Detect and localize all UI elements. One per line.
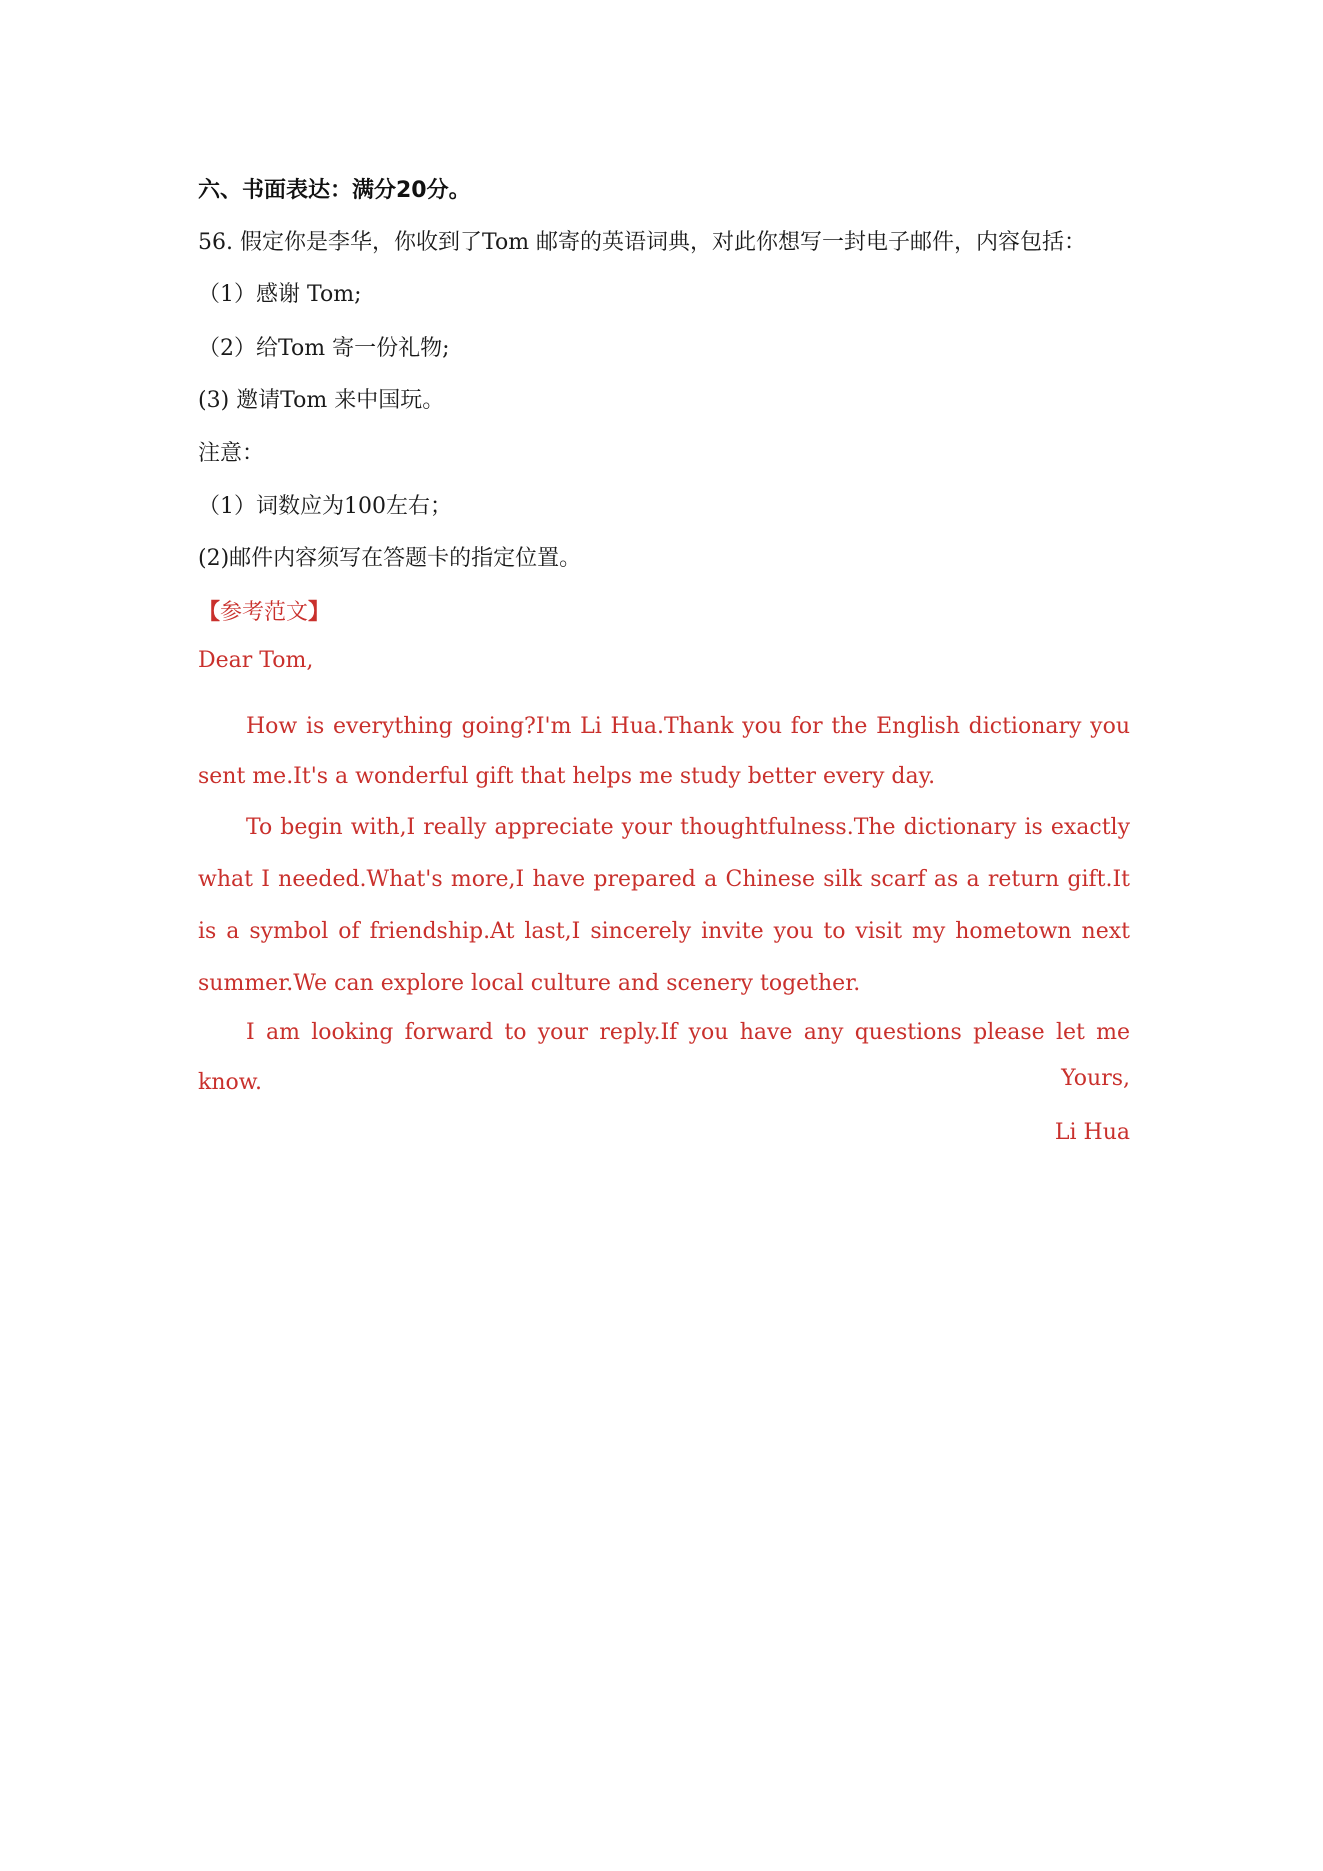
letter-paragraph-1-text: How is everything going?I'm Li Hua.Thank you for the English dictionary you sent me.It's a wonderful gift that helps me study better every day. [198,714,1130,789]
letter-closing: Yours, [1061,1066,1130,1091]
letter-paragraph-3 [198,1008,1130,1108]
letter-salutation: Dear Tom, [198,648,314,673]
letter-paragraph-2 [198,802,1130,1010]
note-item-1: （1）词数应为100左右； [198,494,452,519]
letter-paragraph-2-text: To begin with,I really appreciate your thoughtfulness.The dictionary is exactly what I needed.What's more,I have prepared a Chinese silk scarf as a return gift.It is a symbol of friendship.At last,I sincerely invite you to visit my hometown next summer.We can explore local culture and scenery together. [198,815,1130,996]
reference-label-text: 参考范文 [220,600,309,625]
requirement-item-1: （1）感谢 Tom; [198,282,362,307]
reference-label-open: 【 [198,599,221,625]
reference-label [198,597,330,628]
question-prompt: 56. 假定你是李华，你收到了Tom 邮寄的英语词典，对此你想写一封电子邮件，内容包括： [198,230,1087,255]
requirement-item-2: （2）给Tom 寄一份礼物; [198,336,450,361]
note-item-2: (2)邮件内容须写在答题卡的指定位置。 [198,546,582,571]
section-title: 六、书面表达：满分20分。 [198,178,471,203]
reference-label-close: 】 [308,599,331,625]
notes-label: 注意： [198,441,265,466]
letter-signature: Li Hua [1054,1120,1130,1145]
letter-paragraph-3-text: I am looking forward to your reply.If you have any questions please let me know. [198,1020,1130,1095]
requirement-item-3: (3) 邀请Tom 来中国玩。 [198,388,445,413]
letter-paragraph-1 [198,702,1130,802]
